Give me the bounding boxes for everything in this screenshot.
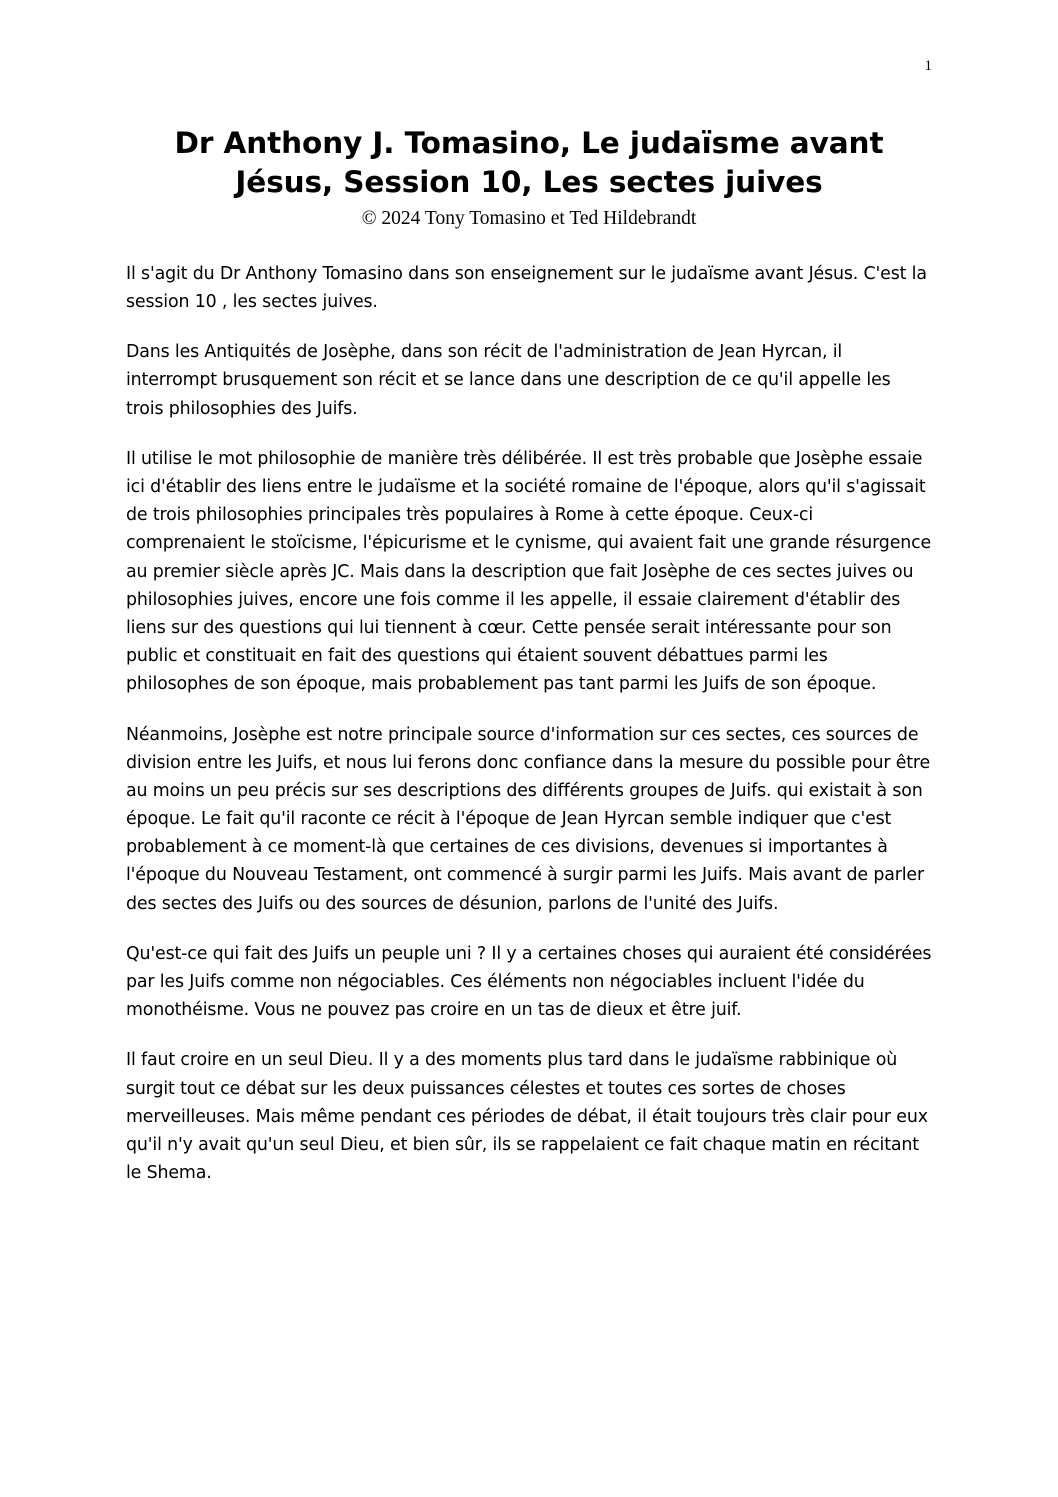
copyright-line: © 2024 Tony Tomasino et Ted Hildebrandt	[361, 207, 697, 229]
paragraph: Il s'agit du Dr Anthony Tomasino dans son enseignement sur le judaïsme avant Jésus. C'est la session 10 , les sectes juives.	[126, 263, 927, 313]
paragraph: Il utilise le mot philosophie de manière très délibérée. Il est très probable que Josèphe essaie ici d'établir des liens entre le judaïsme et la société romaine de l'époque, alors qu'il s'agissait de trois philosophies principales très populaires à Rome à cette époque. Ceux-ci comprenaient le stoïcisme, l'épicurisme et le cynisme, qui avaient fait une grande résurgence au premier siècle après JC. Mais dans la description que fait Josèphe de ces sectes juives ou philosophies juives, encore une fois comme il les appelle, il essaie clairement d'établir des liens sur des questions qui lui tiennent à cœur. Cette pensée serait intéressante pour son public et constituait en fait des questions qui étaient souvent débattues parmi les philosophes de son époque, mais probablement pas tant parmi les Juifs de son époque.	[126, 448, 932, 695]
page-title: Dr Anthony J. Tomasino, Le judaïsme avant Jésus, Session 10, Les sectes juives	[174, 126, 884, 199]
paragraph: Néanmoins, Josèphe est notre principale source d'information sur ces sectes, ces sources de division entre les Juifs, et nous lui ferons donc confiance dans la mesure du possible pour être au moins un peu précis sur ses descriptions des différents groupes de Juifs. qui existait à son époque. Le fait qu'il raconte ce récit à l'époque de Jean Hyrcan semble indiquer que c'est probablement à ce moment-là que certaines de ces divisions, devenues si importantes à l'époque du Nouveau Testament, ont commencé à surgir parmi les Juifs. Mais avant de parler des sectes des Juifs ou des sources de désunion, parlons de l'unité des Juifs.	[126, 724, 931, 914]
paragraph: Dans les Antiquités de Josèphe, dans son récit de l'administration de Jean Hyrcan, il interrompt brusquement son récit et se lance dans une description de ce qu'il appelle les trois philosophies des Juifs.	[126, 342, 891, 419]
page-number: 1	[924, 58, 932, 74]
paragraph: Il faut croire en un seul Dieu. Il y a des moments plus tard dans le judaïsme rabbinique où surgit tout ce débat sur les deux puissances célestes et toutes ces sortes de choses merveilleuses. Mais même pendant ces périodes de débat, il était toujours très clair pour eux qu'il n'y avait qu'un seul Dieu, et bien sûr, ils se rappelaient ce fait chaque matin en récitant le Shema.	[126, 1050, 928, 1184]
document-body	[126, 260, 932, 1187]
paragraph: Qu'est-ce qui fait des Juifs un peuple uni ? Il y a certaines choses qui auraient été considérées par les Juifs comme non négociables. Ces éléments non négociables incluent l'idée du monothéisme. Vous ne pouvez pas croire en un tas de dieux et être juif.	[126, 943, 932, 1021]
